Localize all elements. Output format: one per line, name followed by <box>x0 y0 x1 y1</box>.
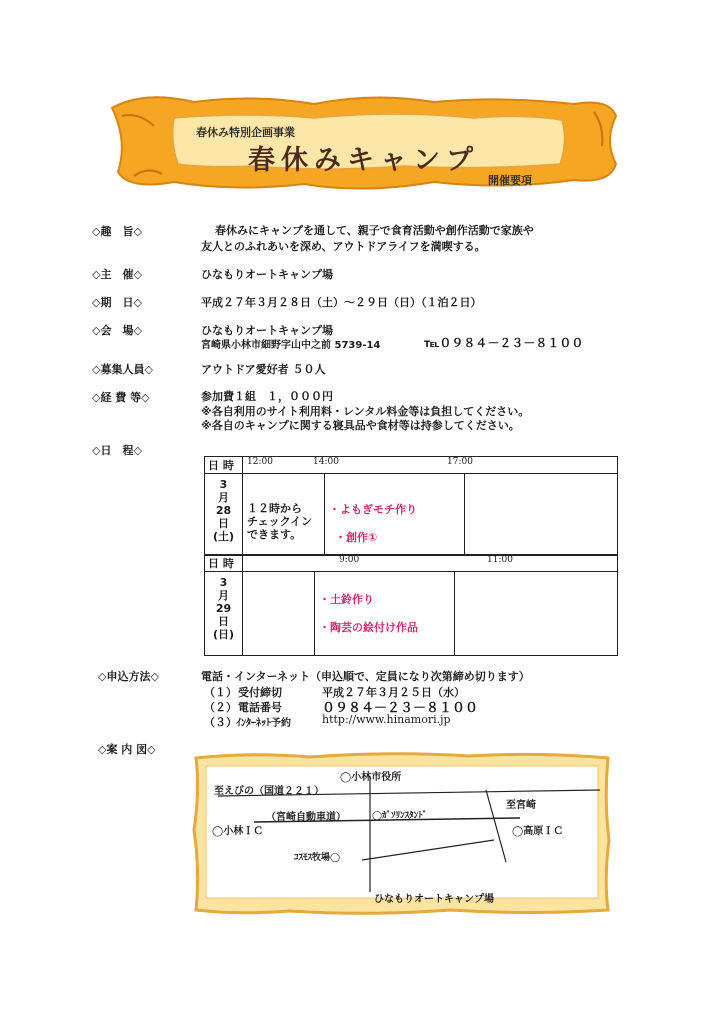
apply-website-link[interactable]: http://www.hinamori.jp <box>322 713 451 726</box>
schedule-header-2: 日 時 <box>205 555 243 572</box>
fee-label: ◇経 費 等◇ <box>92 391 150 404</box>
date-value: 平成２７年３月２８日（土）～２９日（日）（１泊２日） <box>201 296 482 309</box>
empty-cell-3 <box>455 572 618 656</box>
fee-line-2: ※各自利用のサイト利用料・レンタル料金等は負担してください。 <box>201 405 530 418</box>
time-1200: 12:00 <box>247 457 273 467</box>
apply-item-1-num: （１） <box>204 686 237 699</box>
activity-cell-day1 <box>325 474 465 556</box>
map-to-miyazaki: 至宮崎 <box>506 800 536 811</box>
purpose-line-2: 友人とのふれあいを深め、アウトドアライフを満喫する。 <box>201 240 486 253</box>
capacity-value: アウトドア愛好者 ５０人 <box>201 363 326 376</box>
banner-note: 開催要項 <box>488 174 532 187</box>
purpose-label: ◇趣 旨◇ <box>92 225 142 238</box>
schedule-times-row-2 <box>243 555 618 572</box>
apply-line-1: 電話・インターネット（申込順で、定員になり次第締め切ります） <box>201 670 530 683</box>
venue-address: 宮崎県小林市細野字山中之前 5739-14 <box>201 340 381 351</box>
map-cosmos-ranch: ｺｽﾓｽ牧場◯ <box>294 853 341 863</box>
time-1700: 17:00 <box>447 457 473 467</box>
host-value: ひなもりオートキャンプ場 <box>201 268 333 281</box>
fee-line-1: 参加費１組 １，０００円 <box>201 390 333 403</box>
venue-name: ひなもりオートキャンプ場 <box>201 324 333 337</box>
apply-item-1-value: 平成２７年３月２５日（水） <box>322 686 465 699</box>
schedule-day1-table <box>204 456 618 556</box>
empty-cell-2 <box>243 572 315 656</box>
time-0900: 9:00 <box>339 555 360 565</box>
apply-item-2-num: （２） <box>204 701 237 714</box>
activity-bell: ・土鈴作り <box>319 593 374 606</box>
schedule-day1-date: 3 月 28 日 (土) <box>205 474 243 556</box>
apply-item-3-num: （３） <box>204 716 237 729</box>
purpose-line-1: 春休みにキャンプを通して、親子で食育活動や創作活動で家族や <box>215 224 534 237</box>
apply-item-3-name: ｲﾝﾀｰﾈｯﾄ予約 <box>236 718 291 729</box>
empty-cell <box>465 474 618 556</box>
map-camp-site: ひなもりオートキャンプ場 <box>374 894 494 905</box>
map-expressway: （宮崎自動車道） <box>266 812 346 823</box>
schedule-day2-table <box>204 554 618 656</box>
map-city-hall: ◯小林市役所 <box>340 772 402 783</box>
capacity-label: ◇募集人員◇ <box>92 363 153 376</box>
guide-map <box>190 750 614 915</box>
venue-label: ◇会 場◇ <box>92 324 142 337</box>
apply-item-2-value: ０９８４－２３－８１００ <box>322 701 479 716</box>
apply-label: ◇申込方法◇ <box>98 670 159 683</box>
banner-subtitle: 春休み特別企画事業 <box>196 126 295 139</box>
map-kobayashi-ic: ◯小林ＩＣ <box>212 826 264 837</box>
checkin-cell: １２時から チェックイン できます。 <box>243 474 325 556</box>
time-1400: 14:00 <box>313 457 339 467</box>
map-label: ◇案 内 図◇ <box>98 743 156 756</box>
schedule-header: 日 時 <box>205 457 243 474</box>
host-label: ◇主 催◇ <box>92 268 142 281</box>
activity-cell-day2 <box>315 572 455 656</box>
map-route-label: 至えびの（国道２２１） <box>214 786 324 797</box>
page-title: 春休みキャンプ <box>248 145 479 176</box>
activity-craft: ・創作① <box>335 531 378 544</box>
map-gas-station: ◯ｶﾞｿﾘﾝｽﾀﾝﾄﾞ <box>372 811 428 821</box>
activity-pottery: ・陶芸の絵付け作品 <box>319 621 418 634</box>
date-label: ◇期 日◇ <box>92 296 142 309</box>
venue-tel: ℡０９８４－２３－８１００ <box>424 336 584 350</box>
schedule-label: ◇日 程◇ <box>92 444 142 457</box>
apply-item-2-name: 電話番号 <box>238 701 282 714</box>
apply-item-1-name: 受付締切 <box>238 686 282 699</box>
time-1100: 11:00 <box>487 555 513 565</box>
schedule-times-row <box>243 457 618 474</box>
fee-line-3: ※各自のキャンプに関する寝具品や食材等は持参してください。 <box>201 419 520 432</box>
schedule-day2-date: 3 月 29 日 (日) <box>205 572 243 656</box>
map-takaharu-ic: ◯高原ＩＣ <box>512 826 564 837</box>
activity-mochi: ・よもぎモチ作り <box>329 503 417 516</box>
